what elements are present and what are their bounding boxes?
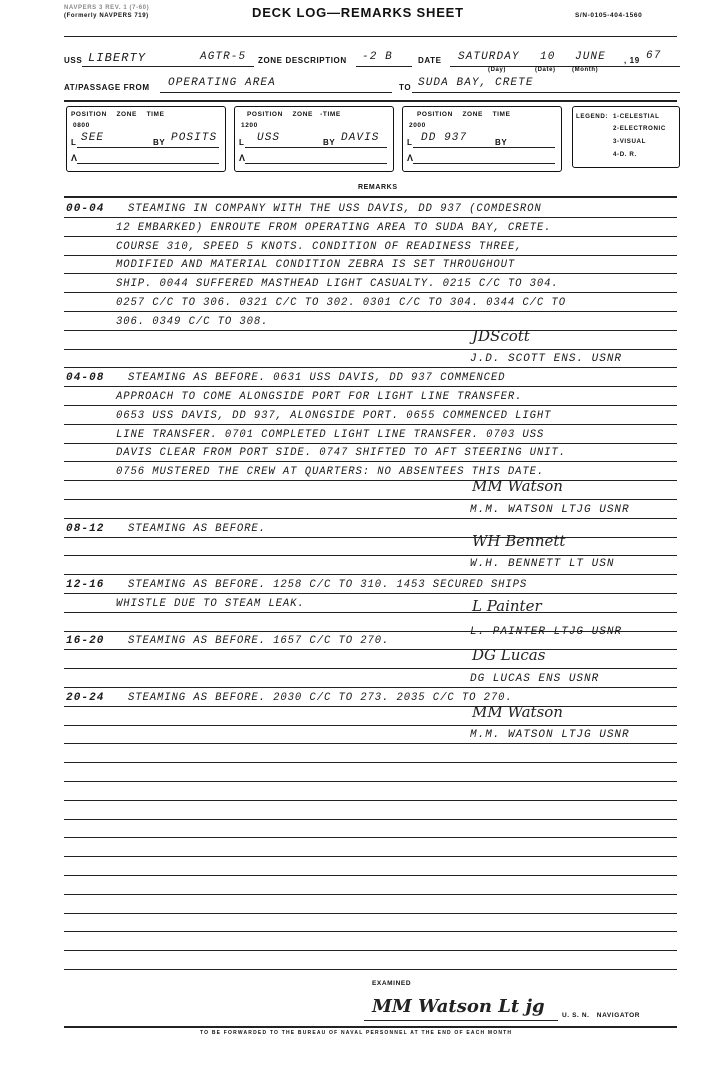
passage-to-label: TO xyxy=(399,83,412,92)
position-box-0800 xyxy=(66,106,226,172)
remark-line: 12 EMBARKED) ENROUTE FROM OPERATING AREA TO SUDA BAY, CRETE. xyxy=(116,221,552,234)
legend-title: LEGEND: xyxy=(576,113,609,120)
ruled-line xyxy=(64,913,677,914)
stock-number: S/N-0105-404-1560 xyxy=(575,12,643,19)
watch-time: 08-12 xyxy=(66,522,105,535)
ruled-line xyxy=(64,612,677,613)
remark-line: COURSE 310, SPEED 5 KNOTS. CONDITION OF READINESS THREE, xyxy=(116,240,523,253)
box-header xyxy=(417,111,511,118)
hull-number: AGTR-5 xyxy=(200,51,247,63)
watch-time: 20-24 xyxy=(66,691,105,704)
time-col-label: TIME xyxy=(492,111,511,118)
ruled-line xyxy=(64,649,677,650)
ruled-line xyxy=(64,837,677,838)
box-time: 0800 xyxy=(73,122,90,129)
legend-item-dr: 4-D. R. xyxy=(613,151,637,158)
remark-line: 0653 USS DAVIS, DD 937, ALONGSIDE PORT. 0655 COMMENCED LIGHT xyxy=(116,409,552,422)
longitude-label: Λ xyxy=(407,153,414,163)
ruled-line xyxy=(64,330,677,331)
latitude-underline xyxy=(245,147,387,148)
remark-line: SHIP. 0044 SUFFERED MASTHEAD LIGHT CASUALTY. 0215 C/C TO 304. xyxy=(116,278,559,291)
officer-signature: DG Lucas xyxy=(472,646,546,665)
position-label: POSITION xyxy=(417,111,453,118)
longitude-label: Λ xyxy=(71,153,78,163)
by-value: DAVIS xyxy=(341,132,380,144)
ruled-line xyxy=(64,518,677,519)
ruled-line xyxy=(64,687,677,688)
legend-item-celestial: 1-CELESTIAL xyxy=(613,113,660,120)
longitude-label: Λ xyxy=(239,153,246,163)
latitude-value: DD 937 xyxy=(421,132,468,144)
ruled-line xyxy=(64,236,677,237)
month-value: JUNE xyxy=(575,51,606,63)
ruled-line xyxy=(64,405,677,406)
zone-underline xyxy=(356,66,412,67)
date-label: DATE xyxy=(418,56,442,65)
passage-label: AT/PASSAGE FROM xyxy=(64,83,150,92)
zone-col-label: ZONE xyxy=(292,111,313,118)
ruled-line xyxy=(64,856,677,857)
ruled-line xyxy=(64,743,677,744)
officer-name: M.M. WATSON LTJG USNR xyxy=(470,729,630,742)
ruled-line xyxy=(64,574,677,575)
date-caption: (Date) xyxy=(535,67,556,73)
ruled-line xyxy=(64,424,677,425)
legend-item-electronic: 2-ELECTRONIC xyxy=(613,125,666,132)
ruled-line xyxy=(64,555,677,556)
ruled-line xyxy=(64,706,677,707)
by-label: BY xyxy=(323,138,336,147)
ruled-line xyxy=(64,950,677,951)
box-time: 1200 xyxy=(241,122,258,129)
ruled-line xyxy=(64,386,677,387)
ruled-line xyxy=(64,443,677,444)
watch-time: 00-04 xyxy=(66,203,105,215)
form-number-line1: NAVPERS 3 REV. 1 (7-60) xyxy=(64,5,150,11)
ruled-line xyxy=(64,800,677,801)
uss-label: USS xyxy=(64,56,83,65)
ruled-line xyxy=(64,461,677,462)
watch-time: 04-08 xyxy=(66,372,105,385)
officer-signature: WH Bennett xyxy=(472,531,566,550)
position-box-1200 xyxy=(234,106,394,172)
remark-line: DAVIS CLEAR FROM PORT SIDE. 0747 SHIFTED TO AFT STEERING UNIT. xyxy=(116,447,566,460)
officer-signature: L Painter xyxy=(472,597,542,616)
header-divider xyxy=(64,36,677,37)
ship-name: LIBERTY xyxy=(88,51,147,65)
remark-line: STEAMING AS BEFORE. xyxy=(128,522,266,535)
ruled-line xyxy=(64,217,677,218)
box-header xyxy=(247,111,341,118)
form-number xyxy=(64,4,149,20)
remark-line: STEAMING AS BEFORE. 1657 C/C TO 270. xyxy=(128,635,390,648)
ruled-line xyxy=(64,931,677,932)
ruled-line xyxy=(64,537,677,538)
latitude-value: SEE xyxy=(81,132,105,144)
ruled-line xyxy=(64,349,677,350)
by-value: POSITS xyxy=(171,132,218,144)
latitude-underline xyxy=(413,147,555,148)
officer-signature: MM Watson xyxy=(472,477,563,495)
examined-label: EXAMINED xyxy=(372,980,412,987)
page-title: DECK LOG—REMARKS SHEET xyxy=(252,5,464,20)
day-caption: (Day) xyxy=(488,67,507,73)
zone-col-label: ZONE xyxy=(116,111,137,118)
remark-line: STEAMING AS BEFORE. 2030 C/C TO 273. 2035 C/C TO 270. xyxy=(128,691,513,704)
remark-line: STEAMING AS BEFORE. 1258 C/C TO 310. 1453 SECURED SHIPS xyxy=(128,579,528,591)
remark-line: 0756 MUSTERED THE CREW AT QUARTERS: NO ABSENTEES THIS DATE. xyxy=(116,466,545,479)
officer-name: J.D. SCOTT ENS. USNR xyxy=(470,353,623,366)
date-underline xyxy=(450,66,680,67)
passage-from-value: OPERATING AREA xyxy=(168,77,276,89)
officer-signature: JDScott xyxy=(472,326,530,345)
remark-line: 306. 0349 C/C TO 308. xyxy=(116,315,269,328)
ruled-line xyxy=(64,969,677,970)
officer-name: L. PAINTER LTJG USNR xyxy=(470,626,623,638)
position-label: POSITION xyxy=(247,111,283,118)
passage-to-value: SUDA BAY, CRETE xyxy=(418,77,534,89)
zone-col-label: ZONE xyxy=(462,111,483,118)
remark-line: MODIFIED AND MATERIAL CONDITION ZEBRA IS SET THROUGHOUT xyxy=(116,259,516,272)
passage-from-underline xyxy=(160,92,392,93)
latitude-label: L xyxy=(407,138,413,147)
position-label: POSITION xyxy=(71,111,107,118)
longitude-underline xyxy=(245,163,387,164)
watch-time: 16-20 xyxy=(66,635,105,648)
ruled-line xyxy=(64,367,677,368)
navigator-label: U. S. N. NAVIGATOR xyxy=(562,1012,641,1019)
longitude-underline xyxy=(413,163,555,164)
ruled-line xyxy=(64,499,677,500)
bottom-note: TO BE FORWARDED TO THE BUREAU OF NAVAL PERSONNEL AT THE END OF EACH MONTH xyxy=(200,1030,513,1036)
ruled-line xyxy=(64,725,677,726)
latitude-underline xyxy=(77,147,219,148)
legend-item-visual: 3-VISUAL xyxy=(613,138,646,145)
ruled-line xyxy=(64,819,677,820)
remark-line: LINE TRANSFER. 0701 COMPLETED LIGHT LINE TRANSFER. 0703 USS xyxy=(116,428,545,441)
form-number-line2: (Formerly NAVPERS 719) xyxy=(64,13,149,19)
footer-divider xyxy=(64,1026,677,1028)
ruled-line xyxy=(64,894,677,895)
ruled-line xyxy=(64,480,677,481)
officer-signature: MM Watson xyxy=(472,702,563,721)
by-label: BY xyxy=(153,138,166,147)
remark-line: 0257 C/C TO 306. 0321 C/C TO 302. 0301 C/C TO 304. 0344 C/C TO xyxy=(116,297,566,309)
ruled-line xyxy=(64,273,677,274)
ruled-line xyxy=(64,781,677,782)
ruled-line xyxy=(64,668,677,669)
ruled-line xyxy=(64,255,677,256)
remarks-title: REMARKS xyxy=(358,184,398,191)
month-caption: (Month) xyxy=(572,67,599,73)
year-prefix: , 19 xyxy=(624,56,640,65)
latitude-value: USS xyxy=(257,132,281,144)
officer-name: DG LUCAS ENS USNR xyxy=(470,673,600,685)
time-col-label: -TIME xyxy=(320,111,341,118)
remark-line: STEAMING IN COMPANY WITH THE USS DAVIS, DD 937 (COMDESRON xyxy=(128,203,542,215)
position-box-2000 xyxy=(402,106,562,172)
ruled-line xyxy=(64,875,677,876)
remark-line: APPROACH TO COME ALONGSIDE PORT FOR LIGHT LINE TRANSFER. xyxy=(116,391,523,403)
zone-value: -2 B xyxy=(362,51,393,63)
passage-divider xyxy=(64,100,677,102)
navigator-underline xyxy=(364,1020,558,1021)
ruled-line xyxy=(64,311,677,312)
latitude-label: L xyxy=(71,138,77,147)
by-label: BY xyxy=(495,138,508,147)
latitude-label: L xyxy=(239,138,245,147)
time-col-label: TIME xyxy=(146,111,165,118)
box-header xyxy=(71,111,165,118)
remarks-divider xyxy=(64,196,677,198)
day-value: SATURDAY xyxy=(458,51,520,63)
officer-name: M.M. WATSON LTJG USNR xyxy=(470,503,630,516)
officer-name: W.H. BENNETT LT USN xyxy=(470,558,615,571)
remark-line: STEAMING AS BEFORE. 0631 USS DAVIS, DD 937 COMMENCED xyxy=(128,372,506,385)
date-value: 10 xyxy=(540,51,556,63)
box-time: 2000 xyxy=(409,122,426,129)
ruled-line xyxy=(64,593,677,594)
passage-to-underline xyxy=(412,92,680,93)
longitude-underline xyxy=(77,163,219,164)
navigator-signature: MM Watson Lt jg xyxy=(372,996,545,1017)
ruled-line xyxy=(64,762,677,763)
ship-name-underline xyxy=(82,66,254,67)
remark-line: WHISTLE DUE TO STEAM LEAK. xyxy=(116,597,305,610)
watch-time: 12-16 xyxy=(66,579,105,591)
ruled-line xyxy=(64,292,677,293)
year-value: 67 xyxy=(646,50,662,62)
legend-box xyxy=(572,106,680,168)
zone-label: ZONE DESCRIPTION xyxy=(258,56,347,65)
